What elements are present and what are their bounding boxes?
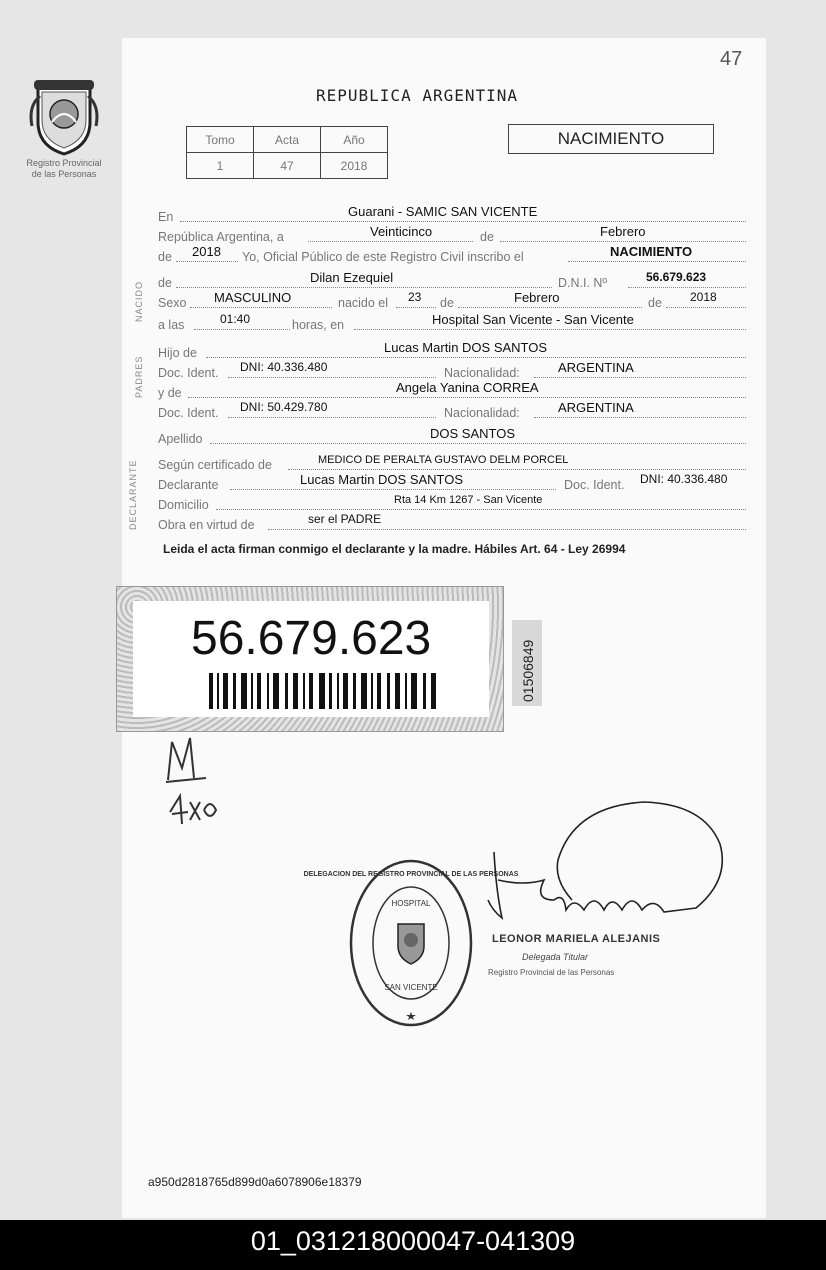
value-place: Guarani - SAMIC SAN VICENTE [348,204,538,219]
dotted-line [188,397,746,398]
dni-sticker [116,586,504,732]
value-day-words: Veinticinco [370,224,433,239]
value-sex: MASCULINO [214,290,292,305]
handwritten-initials [160,732,220,828]
label-oficial: Yo, Oficial Público de este Registro Civil inscribo el [242,250,524,264]
row-address [158,494,750,512]
official-seal [303,858,519,1028]
dotted-line [190,307,332,308]
section-label-padres: PADRES [134,355,144,398]
dotted-line [210,443,746,444]
label-en: En [158,210,174,224]
row-surname [158,428,750,446]
value-birth-year: 2018 [690,290,717,304]
dotted-line [194,329,290,330]
dotted-line [216,509,746,510]
row-capacity [158,514,750,532]
dotted-line [666,307,746,308]
row-date [158,226,750,244]
dotted-line [308,241,473,242]
dotted-line [396,307,436,308]
row-birth [158,292,750,310]
row-mother-doc [158,402,750,420]
value-year: 2018 [192,244,221,259]
book-value-acta: 47 [254,153,321,179]
value-surname: DOS SANTOS [430,426,516,441]
value-address: Rta 14 Km 1267 - San Vicente [394,494,543,506]
row-place [158,206,750,224]
dotted-line [228,377,436,378]
value-mother-doc: DNI: 50.429.780 [240,400,328,414]
dotted-line [230,489,556,490]
dotted-line [500,241,746,242]
value-child-name: Dilan Ezequiel [310,270,394,285]
dotted-line [354,329,746,330]
registry-name-line1: Registro Provincial [26,158,102,168]
dotted-line [180,221,746,222]
label-doc-ident: Doc. Ident. [158,406,219,420]
row-child [158,272,750,290]
value-month: Febrero [600,224,646,239]
book-value-ano: 2018 [321,153,388,179]
row-inscription [158,246,750,264]
book-header-tomo: Tomo [187,127,254,153]
label-nacido-el: nacido el [338,296,389,310]
row-father-doc [158,362,750,380]
sticker-label [133,601,489,717]
sticker-serial [512,620,542,706]
value-declarant-doc: DNI: 40.336.480 [640,472,728,486]
dotted-line [534,417,746,418]
dotted-line [228,417,436,418]
row-time-place [158,314,750,332]
value-capacity: ser el PADRE [308,512,382,526]
book-header-acta: Acta [254,127,321,153]
value-birth-month: Febrero [514,290,560,305]
signatory-name: LEONOR MARIELA ALEJANIS [492,933,661,945]
seal-inner-text-2: SAN VICENTE [384,983,438,992]
sticker-serial-text: 01506849 [520,639,536,702]
book-table [186,126,388,179]
label-de: de [158,276,172,290]
label-nacionalidad: Nacionalidad: [444,406,520,420]
closing-note: Leida el acta firman conmigo el declarante y la madre. Hábiles Art. 64 - Ley 26994 [163,542,626,556]
seal-ring-text: DELEGACION DEL REGISTRO PROVINCIAL DE LAS PERSONAS [303,871,519,878]
document-hash: a950d2818765d899d0a6078906e18379 [148,1175,362,1189]
dotted-line [628,287,746,288]
section-label-declarante: DECLARANTE [128,459,138,530]
row-father [158,342,750,360]
signatory-org: Registro Provincial de las Personas [488,968,615,977]
value-birth-time: 01:40 [220,312,251,326]
label-declarante: Declarante [158,478,219,492]
value-birth-place: Hospital San Vicente - San Vicente [432,312,634,327]
label-de: de [158,250,172,264]
value-certificate: MEDICO DE PERALTA GUSTAVO DELM PORCEL [318,454,569,466]
barcode-icon [209,673,439,709]
registry-name-line2: de las Personas [31,169,97,179]
value-mother-nationality: ARGENTINA [558,400,634,415]
official-signature [484,800,724,940]
label-republica: República Argentina, a [158,230,284,244]
sticker-dni-number: 56.679.623 [191,612,432,665]
dotted-line [176,287,552,288]
book-header-ano: Año [321,127,388,153]
value-declarant: Lucas Martin DOS SANTOS [300,472,464,487]
section-label-nacido: NACIDO [134,280,144,322]
label-de: de [648,296,662,310]
province-crest-logo [28,76,100,156]
value-child-dni: 56.679.623 [646,270,707,284]
seal-inner-text-1: HOSPITAL [391,899,431,908]
signatory-role: Delegada Titular [522,952,588,962]
dotted-line [176,261,238,262]
label-de: de [440,296,454,310]
label-nacionalidad: Nacionalidad: [444,366,520,380]
dotted-line [568,261,746,262]
footer-id-bar: 01_031218000047-041309 [0,1220,826,1270]
label-de: de [480,230,494,244]
document-title: REPUBLICA ARGENTINA [316,86,519,105]
act-type-box: NACIMIENTO [508,124,714,154]
label-hijo-de: Hijo de [158,346,197,360]
value-father-name: Lucas Martin DOS SANTOS [384,340,548,355]
label-sexo: Sexo [158,296,187,310]
label-horas-en: horas, en [292,318,345,332]
label-doc-ident: Doc. Ident. [158,366,219,380]
label-segun: Según certificado de [158,458,272,472]
label-y-de: y de [158,386,182,400]
label-dni: D.N.I. Nº [558,276,608,290]
label-a-las: a las [158,318,185,332]
dotted-line [458,307,642,308]
dotted-line [288,469,746,470]
label-domicilio: Domicilio [158,498,209,512]
value-mother-name: Angela Yanina CORREA [396,380,539,395]
value-act: NACIMIENTO [610,244,693,259]
dotted-line [268,529,746,530]
row-certificate [158,454,750,472]
page-number: 47 [720,48,743,70]
registry-name [12,158,116,180]
value-birth-day: 23 [408,290,422,304]
book-value-tomo: 1 [187,153,254,179]
row-mother [158,382,750,400]
label-obra: Obra en virtud de [158,518,255,532]
value-father-doc: DNI: 40.336.480 [240,360,328,374]
row-declarant [158,474,750,492]
dotted-line [206,357,746,358]
label-apellido: Apellido [158,432,203,446]
label-doc-ident: Doc. Ident. [564,478,625,492]
dotted-line [534,377,746,378]
value-father-nationality: ARGENTINA [558,360,634,375]
